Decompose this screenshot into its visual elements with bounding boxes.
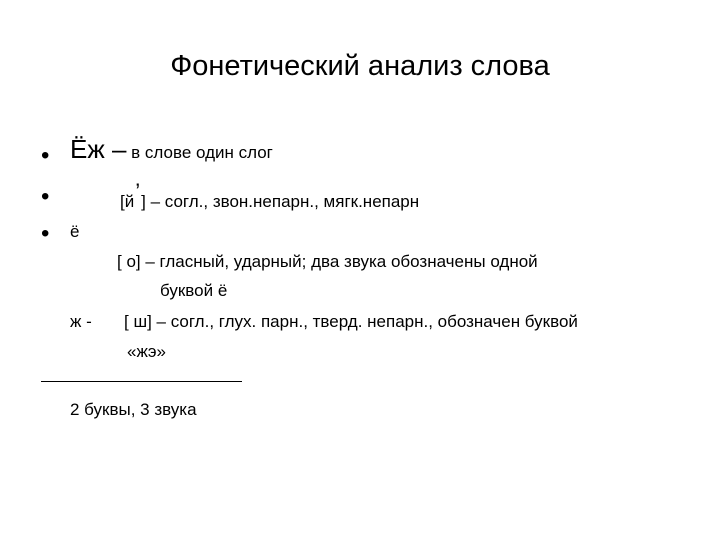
letter-zh: ж - [70,312,92,331]
sound-y-open: [й [120,192,135,211]
sound-sh-description: [ ш] – согл., глух. парн., тверд. непарн., обозначен буквой [124,312,578,331]
line-sound-o-cont: буквой ё [160,281,228,300]
slide-title: Фонетический анализ слова [170,50,550,82]
summary-line: 2 буквы, 3 звука [70,400,197,419]
bullet-marker: • [41,220,50,247]
line-word [70,134,273,164]
softness-mark: ’ [135,179,141,204]
line-letter-yo: ё [70,222,80,241]
line-letter-name: «жэ» [127,342,166,361]
syllable-note: в слове один слог [131,143,273,162]
sound-y-description: – согл., звон.непарн., мягк.непарн [150,192,420,211]
bullet-marker: • [41,142,50,169]
line-sound-y [120,179,420,212]
separator-line [41,381,242,382]
word-ezh: Ёж – [70,134,127,164]
line-letter-zh [70,312,578,332]
line-sound-o: [ о] – гласный, ударный; два звука обозначены одной [117,252,538,271]
bullet-marker: • [41,183,50,210]
sound-y-close: ] [141,192,146,211]
